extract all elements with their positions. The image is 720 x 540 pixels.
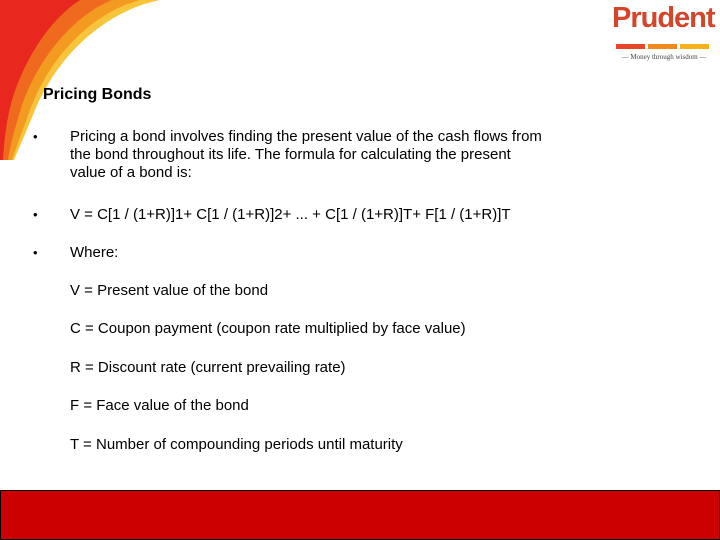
definition-line: T = Number of compounding periods until maturity <box>70 436 403 453</box>
formula-text: V = C[1 / (1+R)]1+ C[1 / (1+R)]2+ ... + C[1 / (1+R)]T+ F[1 / (1+R)]T <box>70 206 511 223</box>
prudent-logo <box>608 4 714 72</box>
bullet-item <box>33 206 590 224</box>
footer-bar <box>0 490 720 540</box>
bullet-text: Pricing a bond involves finding the present value of the cash flows from the bond throughout its life. The formula for calculating the present value of a bond is: <box>70 128 542 181</box>
bullet-marker: • <box>33 129 38 144</box>
definition-line: C = Coupon payment (coupon rate multiplied by face value) <box>70 320 466 337</box>
definition-line: F = Face value of the bond <box>70 397 249 414</box>
definition-line: R = Discount rate (current prevailing rate) <box>70 359 346 376</box>
bullet-marker: • <box>33 207 38 222</box>
definition-line: V = Present value of the bond <box>70 282 269 299</box>
logo-wordmark: Prudent <box>612 2 715 34</box>
bullet-item <box>33 244 550 262</box>
bullet-marker: • <box>33 245 38 260</box>
logo-color-bars <box>616 44 709 49</box>
logo-tagline: — Money through wisdom — <box>621 53 707 61</box>
slide-title: Pricing Bonds <box>43 86 152 103</box>
bullet-text: Where: <box>70 244 119 261</box>
bullet-item <box>33 128 550 182</box>
